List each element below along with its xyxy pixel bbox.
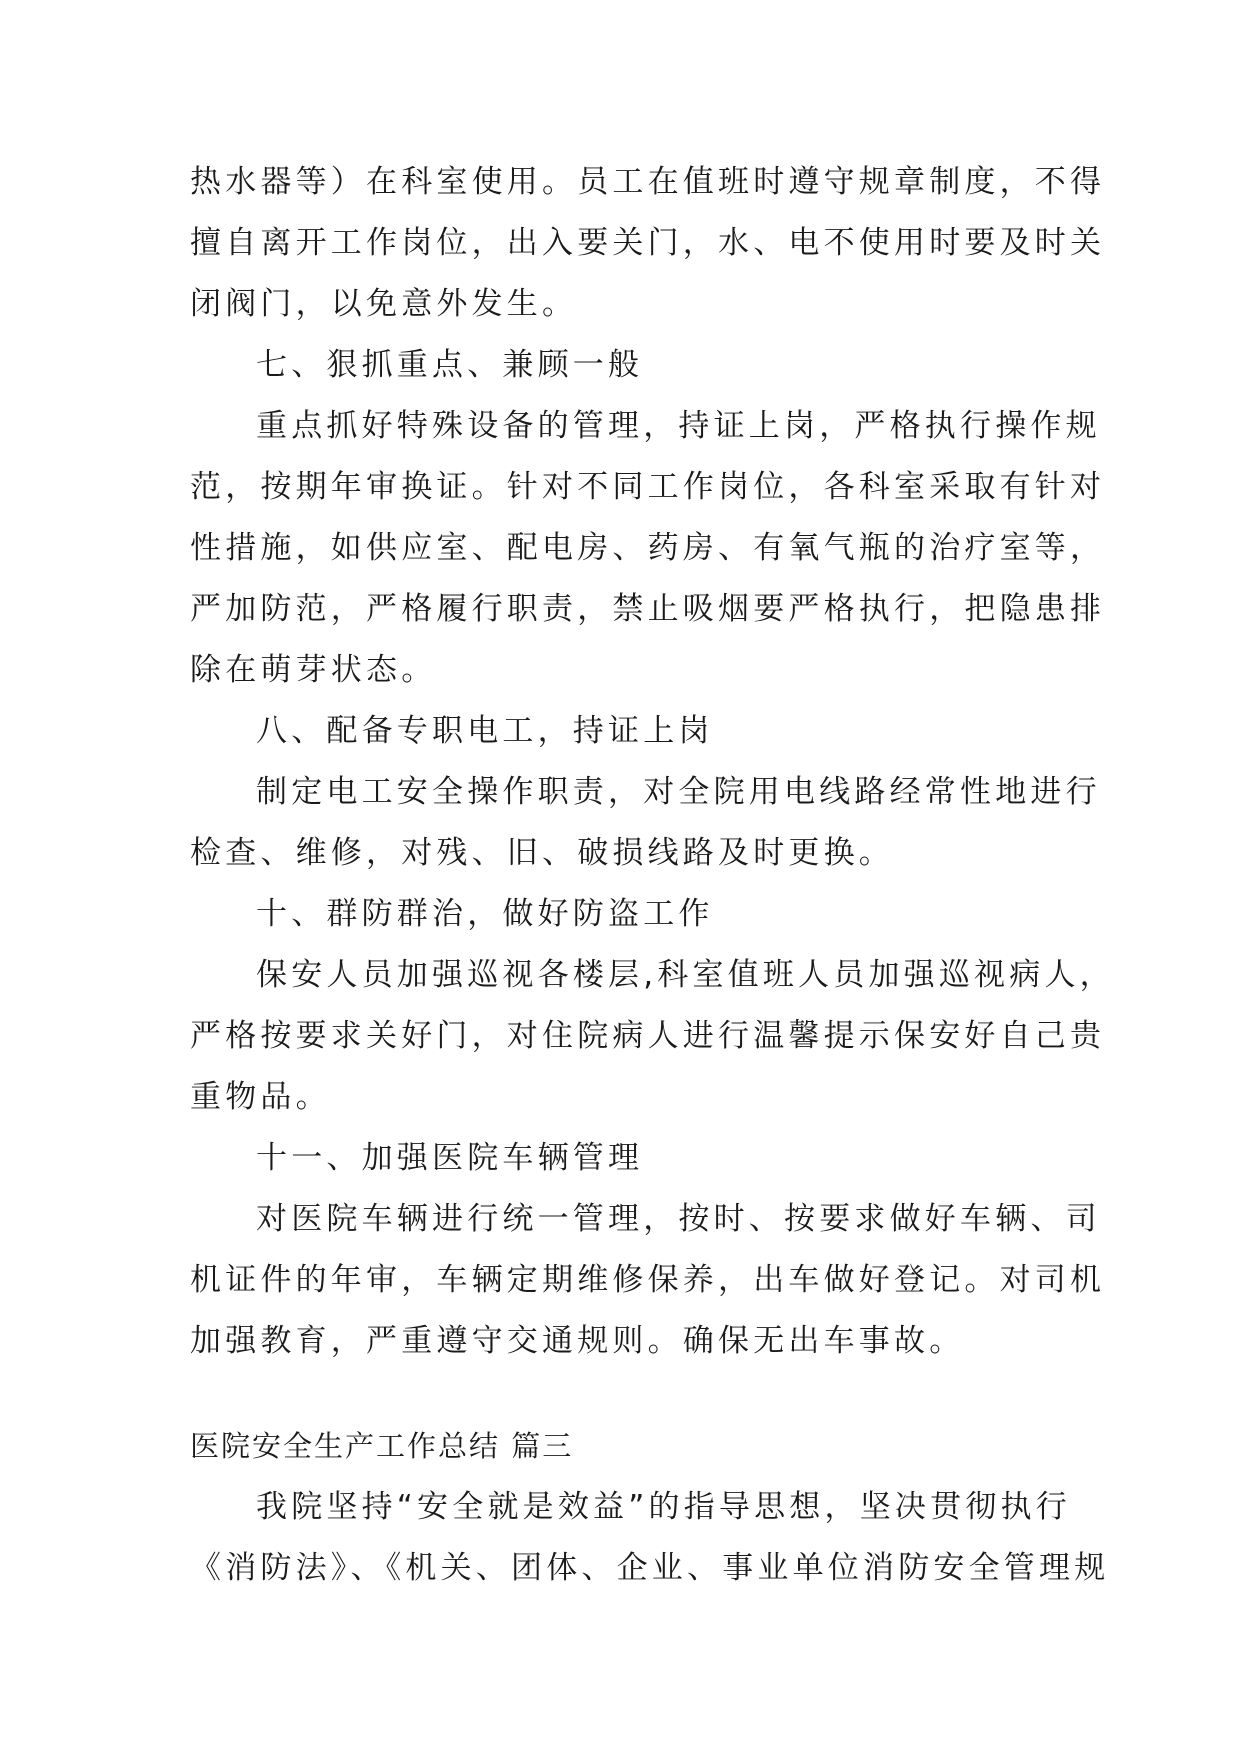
paragraph-line: 加强教育，严重遵守交通规则。确保无出车事故。 bbox=[190, 1323, 965, 1359]
paragraph-line: 闭阀门，以免意外发生。 bbox=[190, 286, 578, 322]
section-heading-10: 十、群防群治，做好防盗工作 bbox=[256, 896, 714, 932]
paragraph-line: 重点抓好特殊设备的管理，持证上岗，严格执行操作规 bbox=[256, 408, 1101, 444]
paragraph-line: 重物品。 bbox=[190, 1079, 331, 1115]
paragraph-line: 严加防范，严格履行职责，禁止吸烟要严格执行，把隐患排 bbox=[190, 591, 1106, 627]
paragraph-line: 保安人员加强巡视各楼层,科室值班人员加强巡视病人， bbox=[256, 957, 1115, 993]
paragraph-line: 我院坚持“安全就是效益”的指导思想，坚决贯彻执行 bbox=[256, 1489, 1071, 1525]
paragraph-line: 制定电工安全操作职责，对全院用电线路经常性地进行 bbox=[256, 774, 1101, 810]
paragraph-line: 机证件的年审，车辆定期维修保养，出车做好登记。对司机 bbox=[190, 1262, 1106, 1298]
paragraph-line: 热水器等）在科室使用。员工在值班时遵守规章制度，不得 bbox=[190, 164, 1106, 200]
paragraph-line: 范，按期年审换证。针对不同工作岗位，各科室采取有针对 bbox=[190, 469, 1106, 505]
paragraph-line: 《消防法》、《机关、团体、企业、事业单位消防安全管理规 bbox=[190, 1550, 1110, 1586]
section-heading-11: 十一、加强医院车辆管理 bbox=[256, 1140, 644, 1176]
paragraph-line: 严格按要求关好门，对住院病人进行温馨提示保安好自己贵 bbox=[190, 1018, 1106, 1054]
section-heading-8: 八、配备专职电工，持证上岗 bbox=[256, 713, 714, 749]
paragraph-line: 对医院车辆进行统一管理，按时、按要求做好车辆、司 bbox=[256, 1201, 1101, 1237]
document-body bbox=[190, 152, 1115, 1599]
paragraph-line: 检查、维修，对残、旧、破损线路及时更换。 bbox=[190, 835, 894, 871]
section-spacer bbox=[190, 1372, 1060, 1416]
paragraph-line: 擅自离开工作岗位，出入要关门，水、电不使用时要及时关 bbox=[190, 225, 1106, 261]
paragraph-line: 除在萌芽状态。 bbox=[190, 652, 437, 688]
section-heading-7: 七、狠抓重点、兼顾一般 bbox=[256, 347, 644, 383]
section-title: 医院安全生产工作总结 篇三 bbox=[190, 1429, 574, 1463]
paragraph-line: 性措施，如供应室、配电房、药房、有氧气瓶的治疗室等， bbox=[190, 530, 1106, 566]
